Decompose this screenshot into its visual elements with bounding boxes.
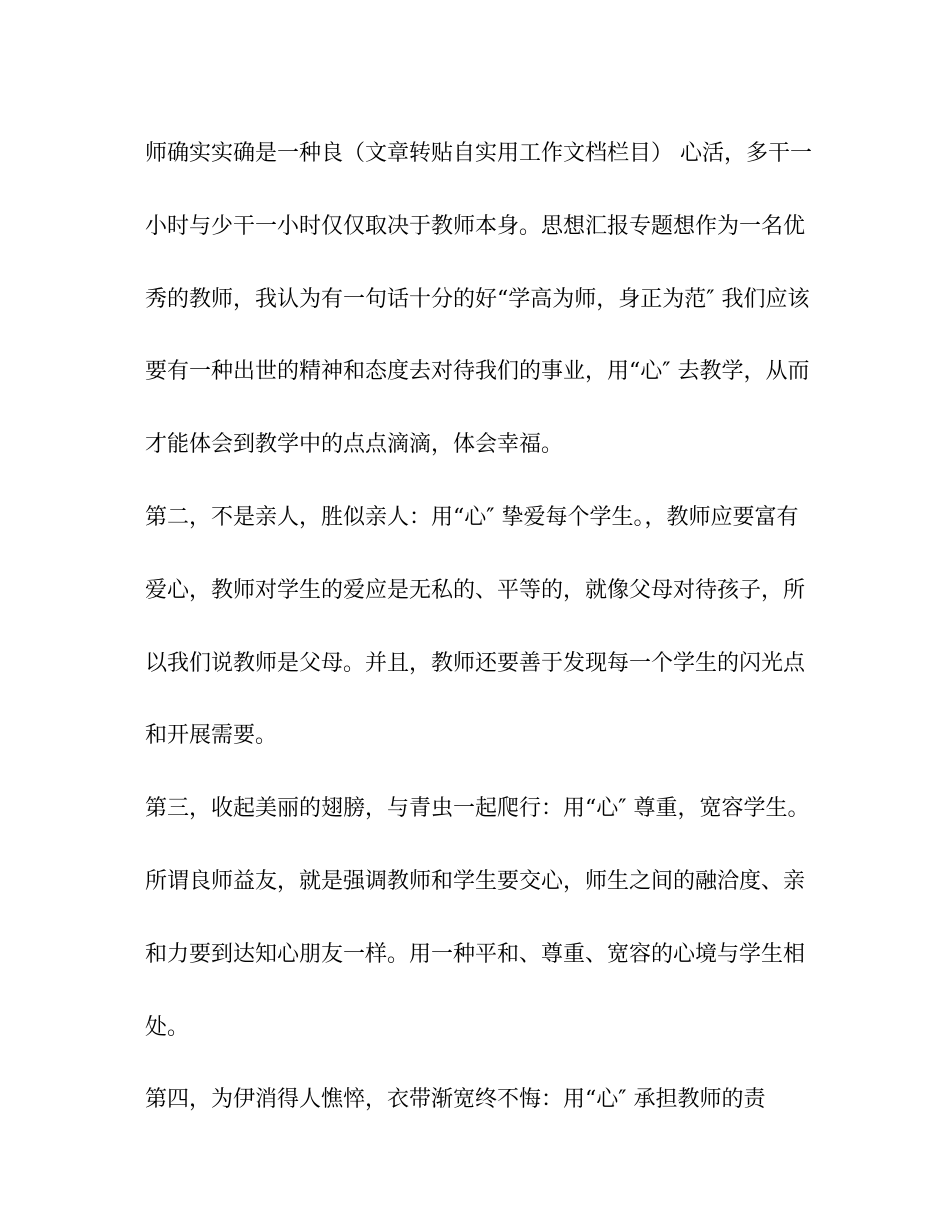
text-line: 要有一种出世的精神和态度去对待我们的事业，用“心″ 去教学，从而 [145,359,810,385]
text-line: 小时与少干一小时仅仅取决于教师本身。思想汇报专题想作为一名优 [145,213,806,239]
text-line: 第四，为伊消得人憔悴，衣带渐宽终不悔：用“心″ 承担教师的责 [145,1087,766,1113]
text-line: 爱心，教师对学生的爱应是无私的、平等的，就像父母对待孩子，所 [145,577,806,603]
text-line: 才能体会到教学中的点点滴滴，体会幸福。 [145,432,564,458]
text-line: 第二，不是亲人，胜似亲人：用“心″ 挚爱每个学生。，教师应要富有 [145,504,799,530]
text-line: 师确实实确是一种良（文章转贴自实用工作文档栏目） 心活，多干一 [145,141,812,166]
text-line: 秀的教师，我认为有一句话十分的好“学高为师，身正为范″ 我们应该 [145,286,810,312]
text-line: 和力要到达知心朋友一样。用一种平和、尊重、宽容的心境与学生相 [145,941,806,967]
text-line: 以我们说教师是父母。并且，教师还要善于发现每一个学生的闪光点 [145,650,806,676]
text-line: 和开展需要。 [145,723,278,749]
text-line: 处。 [145,1014,190,1040]
text-line: 所谓良师益友，就是强调教师和学生要交心，师生之间的融洽度、亲 [145,868,806,894]
text-line: 第三，收起美丽的翅膀，与青虫一起爬行：用“心″ 尊重，宽容学生。 [145,796,810,822]
body-text [145,118,825,1137]
